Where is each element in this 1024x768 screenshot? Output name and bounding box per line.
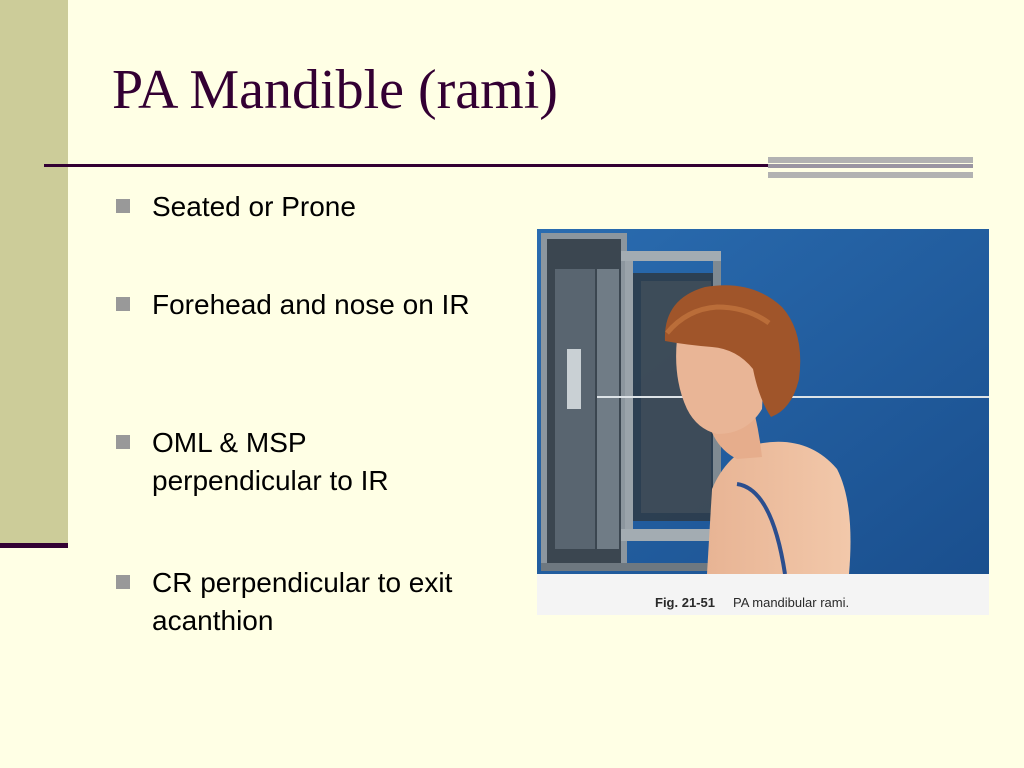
slide-title: PA Mandible (rami) <box>112 59 558 121</box>
bullet-text: Seated or Prone <box>152 191 356 222</box>
corner-decoration-middle <box>768 164 973 168</box>
square-bullet-icon <box>116 297 130 311</box>
bullet-item <box>116 286 506 324</box>
bullet-text: OML & MSP perpendicular to IR <box>152 427 389 496</box>
bullet-item <box>116 564 526 640</box>
corner-decoration-bottom <box>768 172 973 178</box>
bullet-text: Forehead and nose on IR <box>152 289 470 320</box>
square-bullet-icon <box>116 199 130 213</box>
bullet-item <box>116 188 526 226</box>
figure-number: Fig. 21-51 <box>655 595 715 610</box>
left-accent-bar <box>0 0 68 543</box>
title-divider <box>44 164 770 167</box>
square-bullet-icon <box>116 575 130 589</box>
corner-decoration-top <box>768 157 973 163</box>
bullet-text: CR perpendicular to exit acanthion <box>152 567 453 636</box>
bullet-item <box>116 424 526 500</box>
square-bullet-icon <box>116 435 130 449</box>
left-accent-underline <box>0 543 68 548</box>
figure-caption: PA mandibular rami. <box>733 595 850 610</box>
positioning-photo <box>537 229 989 615</box>
